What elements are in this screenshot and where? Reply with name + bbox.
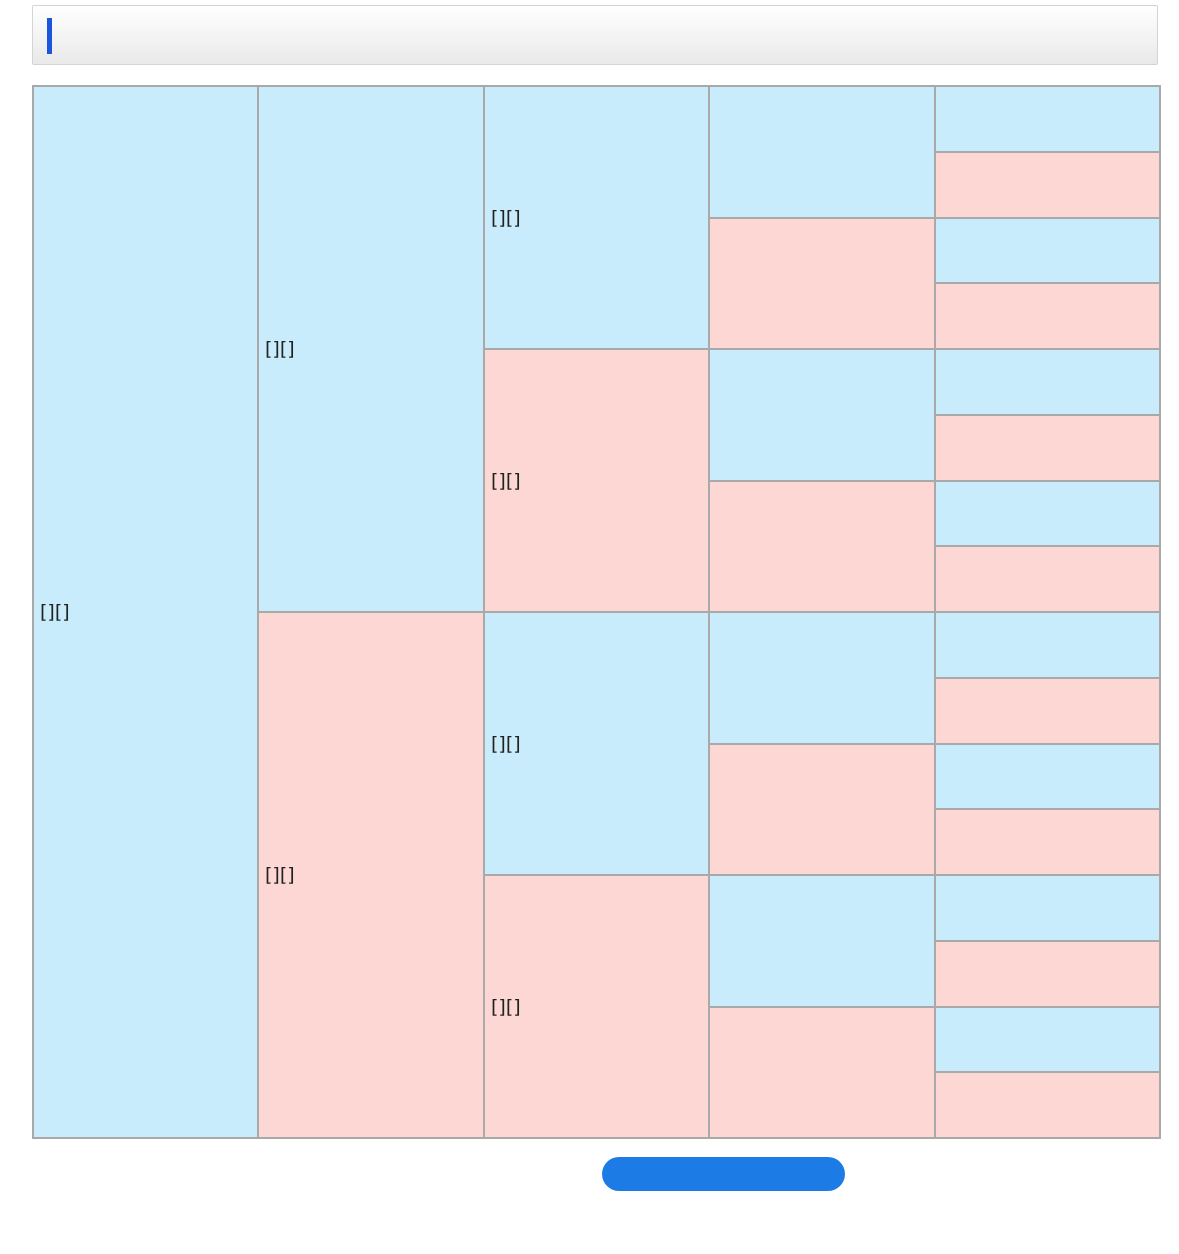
pedigree-cell-gen4 [709, 349, 935, 481]
pedigree-cell-gen2 [258, 86, 484, 612]
pedigree-cell-gen5 [935, 415, 1160, 481]
cross-row [0, 1157, 1179, 1191]
horse-links: [][] [40, 601, 70, 623]
pedigree-cell-gen4 [709, 744, 935, 876]
pedigree-cell-gen3 [484, 349, 709, 612]
pedigree-cell-gen5 [935, 283, 1160, 349]
horse-links: [][] [265, 864, 295, 886]
same-mating-search-button[interactable] [602, 1157, 845, 1191]
pedigree-cell-gen4 [709, 481, 935, 613]
pedigree-cell-gen5 [935, 809, 1160, 875]
cross-result [418, 1212, 450, 1242]
pedigree-cell-gen5 [935, 1072, 1160, 1138]
horse-links: [][] [491, 732, 521, 755]
pedigree-cell-gen1 [33, 86, 258, 1138]
pedigree-cell-gen5 [935, 1007, 1160, 1073]
pedigree-cell-gen4 [709, 1007, 935, 1139]
horse-links: [][] [491, 995, 521, 1018]
pedigree-cell-gen5 [935, 218, 1160, 284]
pedigree-cell-gen3 [484, 875, 709, 1138]
pedigree-cell-gen5 [935, 86, 1160, 152]
pedigree-cell-gen3 [484, 612, 709, 875]
pedigree-cell-gen5 [935, 678, 1160, 744]
pedigree-cell-gen3 [484, 86, 709, 349]
header-accent-bar [47, 18, 52, 54]
pedigree-cell-gen4 [709, 875, 935, 1007]
pedigree-cell-gen4 [709, 612, 935, 744]
pedigree-cell-gen5 [935, 152, 1160, 218]
pedigree-cell-gen5 [935, 875, 1160, 941]
horse-links: [][] [491, 206, 521, 229]
pedigree-cell-gen5 [935, 546, 1160, 612]
pedigree-cell-gen5 [935, 481, 1160, 547]
pedigree-cell-gen5 [935, 941, 1160, 1007]
pedigree-cell-gen4 [709, 218, 935, 350]
pedigree-cell-gen4 [709, 86, 935, 218]
horse-links: [][] [491, 469, 521, 492]
section-header [32, 5, 1158, 65]
pedigree-cell-gen5 [935, 349, 1160, 415]
pedigree-cell-gen2 [258, 612, 484, 1138]
pedigree-table [32, 85, 1161, 1139]
pedigree-cell-gen5 [935, 744, 1160, 810]
pedigree-cell-gen5 [935, 612, 1160, 678]
horse-links: [][] [265, 338, 295, 360]
